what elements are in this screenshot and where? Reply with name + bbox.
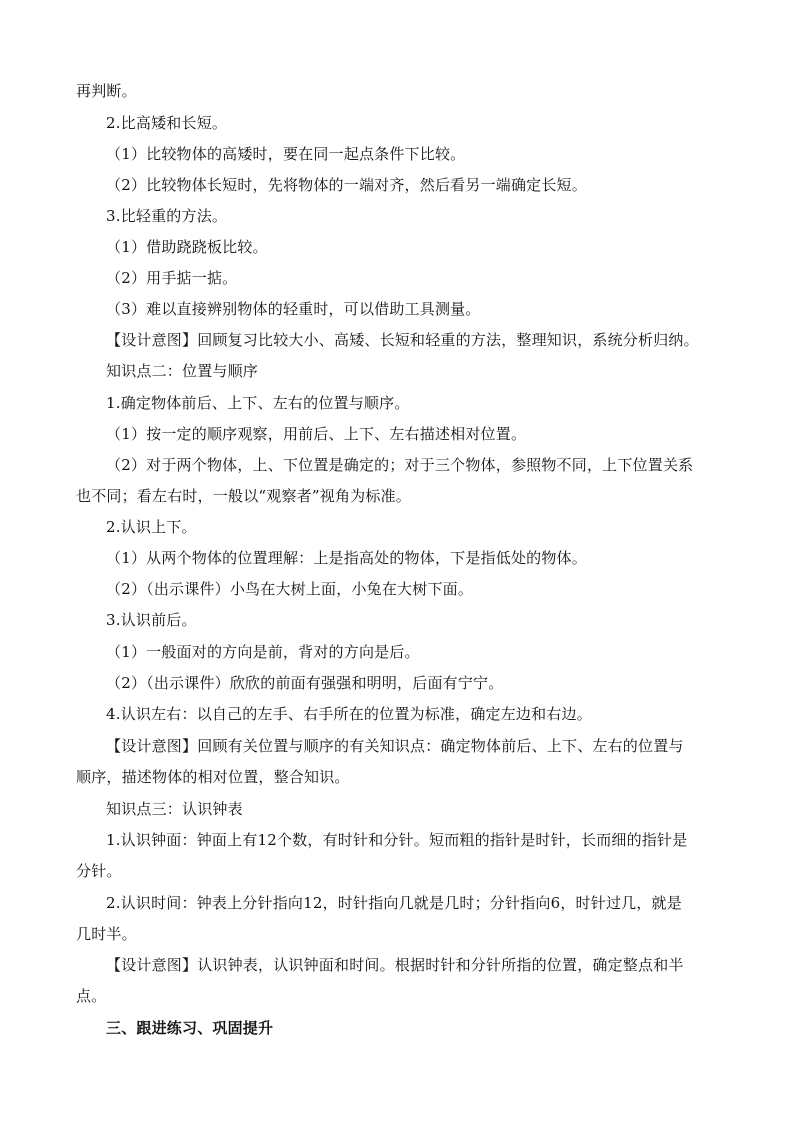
section-heading: 知识点三：认识钟表: [106, 800, 243, 818]
chapter-heading: 三、跟进练习、巩固提升: [106, 1019, 274, 1037]
section-heading: 知识点二：位置与顺序: [106, 362, 259, 380]
text-line: （2）（出示课件）欣欣的前面有强强和明明，后面有宁宁。: [106, 674, 504, 692]
text-line: （1）一般面对的方向是前，背对的方向是后。: [106, 643, 420, 661]
text-line: （1）比较物体的高矮时，要在同一起点条件下比较。: [106, 145, 466, 163]
text-line: 再判断。: [76, 82, 137, 100]
design-intent-line: 顺序，描述物体的相对位置，整合知识。: [76, 768, 350, 786]
text-line: 3.认识前后。: [106, 611, 197, 629]
design-intent-line: 【设计意图】认识钟表，认识钟面和时间。根据时针和分针所指的位置，确定整点和半: [106, 956, 684, 974]
text-line: （1）借助跷跷板比较。: [106, 238, 268, 256]
text-line: （3）难以直接辨别物体的轻重时，可以借助工具测量。: [106, 300, 481, 318]
text-line: 1.确定物体前后、上下、左右的位置与顺序。: [106, 394, 410, 412]
text-line: 几时半。: [76, 925, 137, 943]
text-line: （2）（出示课件）小鸟在大树上面，小兔在大树下面。: [106, 580, 474, 598]
text-line: 4.认识左右：以自己的左手、右手所在的位置为标准，确定左边和右边。: [106, 705, 592, 723]
text-line: 2.比高矮和长短。: [106, 114, 228, 132]
text-line: 也不同；看左右时，一般以“观察者”视角为标准。: [76, 487, 411, 505]
text-line: 1.认识钟面：钟面上有12个数，有时针和分针。短而粗的指针是时针，长而细的指针是: [106, 831, 688, 849]
text-line: （2）比较物体长短时，先将物体的一端对齐，然后看另一端确定长短。: [106, 176, 587, 194]
text-line: （1）从两个物体的位置理解：上是指高处的物体，下是指低处的物体。: [106, 549, 587, 567]
text-line: （2）用手掂一掂。: [106, 269, 238, 287]
text-line: （1）按一定的顺序观察，用前后、上下、左右描述相对位置。: [106, 425, 527, 443]
text-line: 2.认识上下。: [106, 518, 197, 536]
design-intent-line: 【设计意图】回顾有关位置与顺序的有关知识点：确定物体前后、上下、左右的位置与: [106, 737, 684, 755]
text-line: 3.比轻重的方法。: [106, 207, 228, 225]
design-intent-line: 【设计意图】回顾复习比较大小、高矮、长短和轻重的方法，整理知识，系统分析归纳。: [106, 331, 699, 349]
design-intent-line: 点。: [76, 987, 107, 1005]
text-line: 分针。: [76, 862, 122, 880]
text-line: （2）对于两个物体，上、下位置是确定的；对于三个物体，参照物不同，上下位置关系: [106, 456, 694, 474]
text-line: 2.认识时间：钟表上分针指向12，时针指向几就是几时；分针指向6，时针过几，就是: [106, 894, 682, 912]
